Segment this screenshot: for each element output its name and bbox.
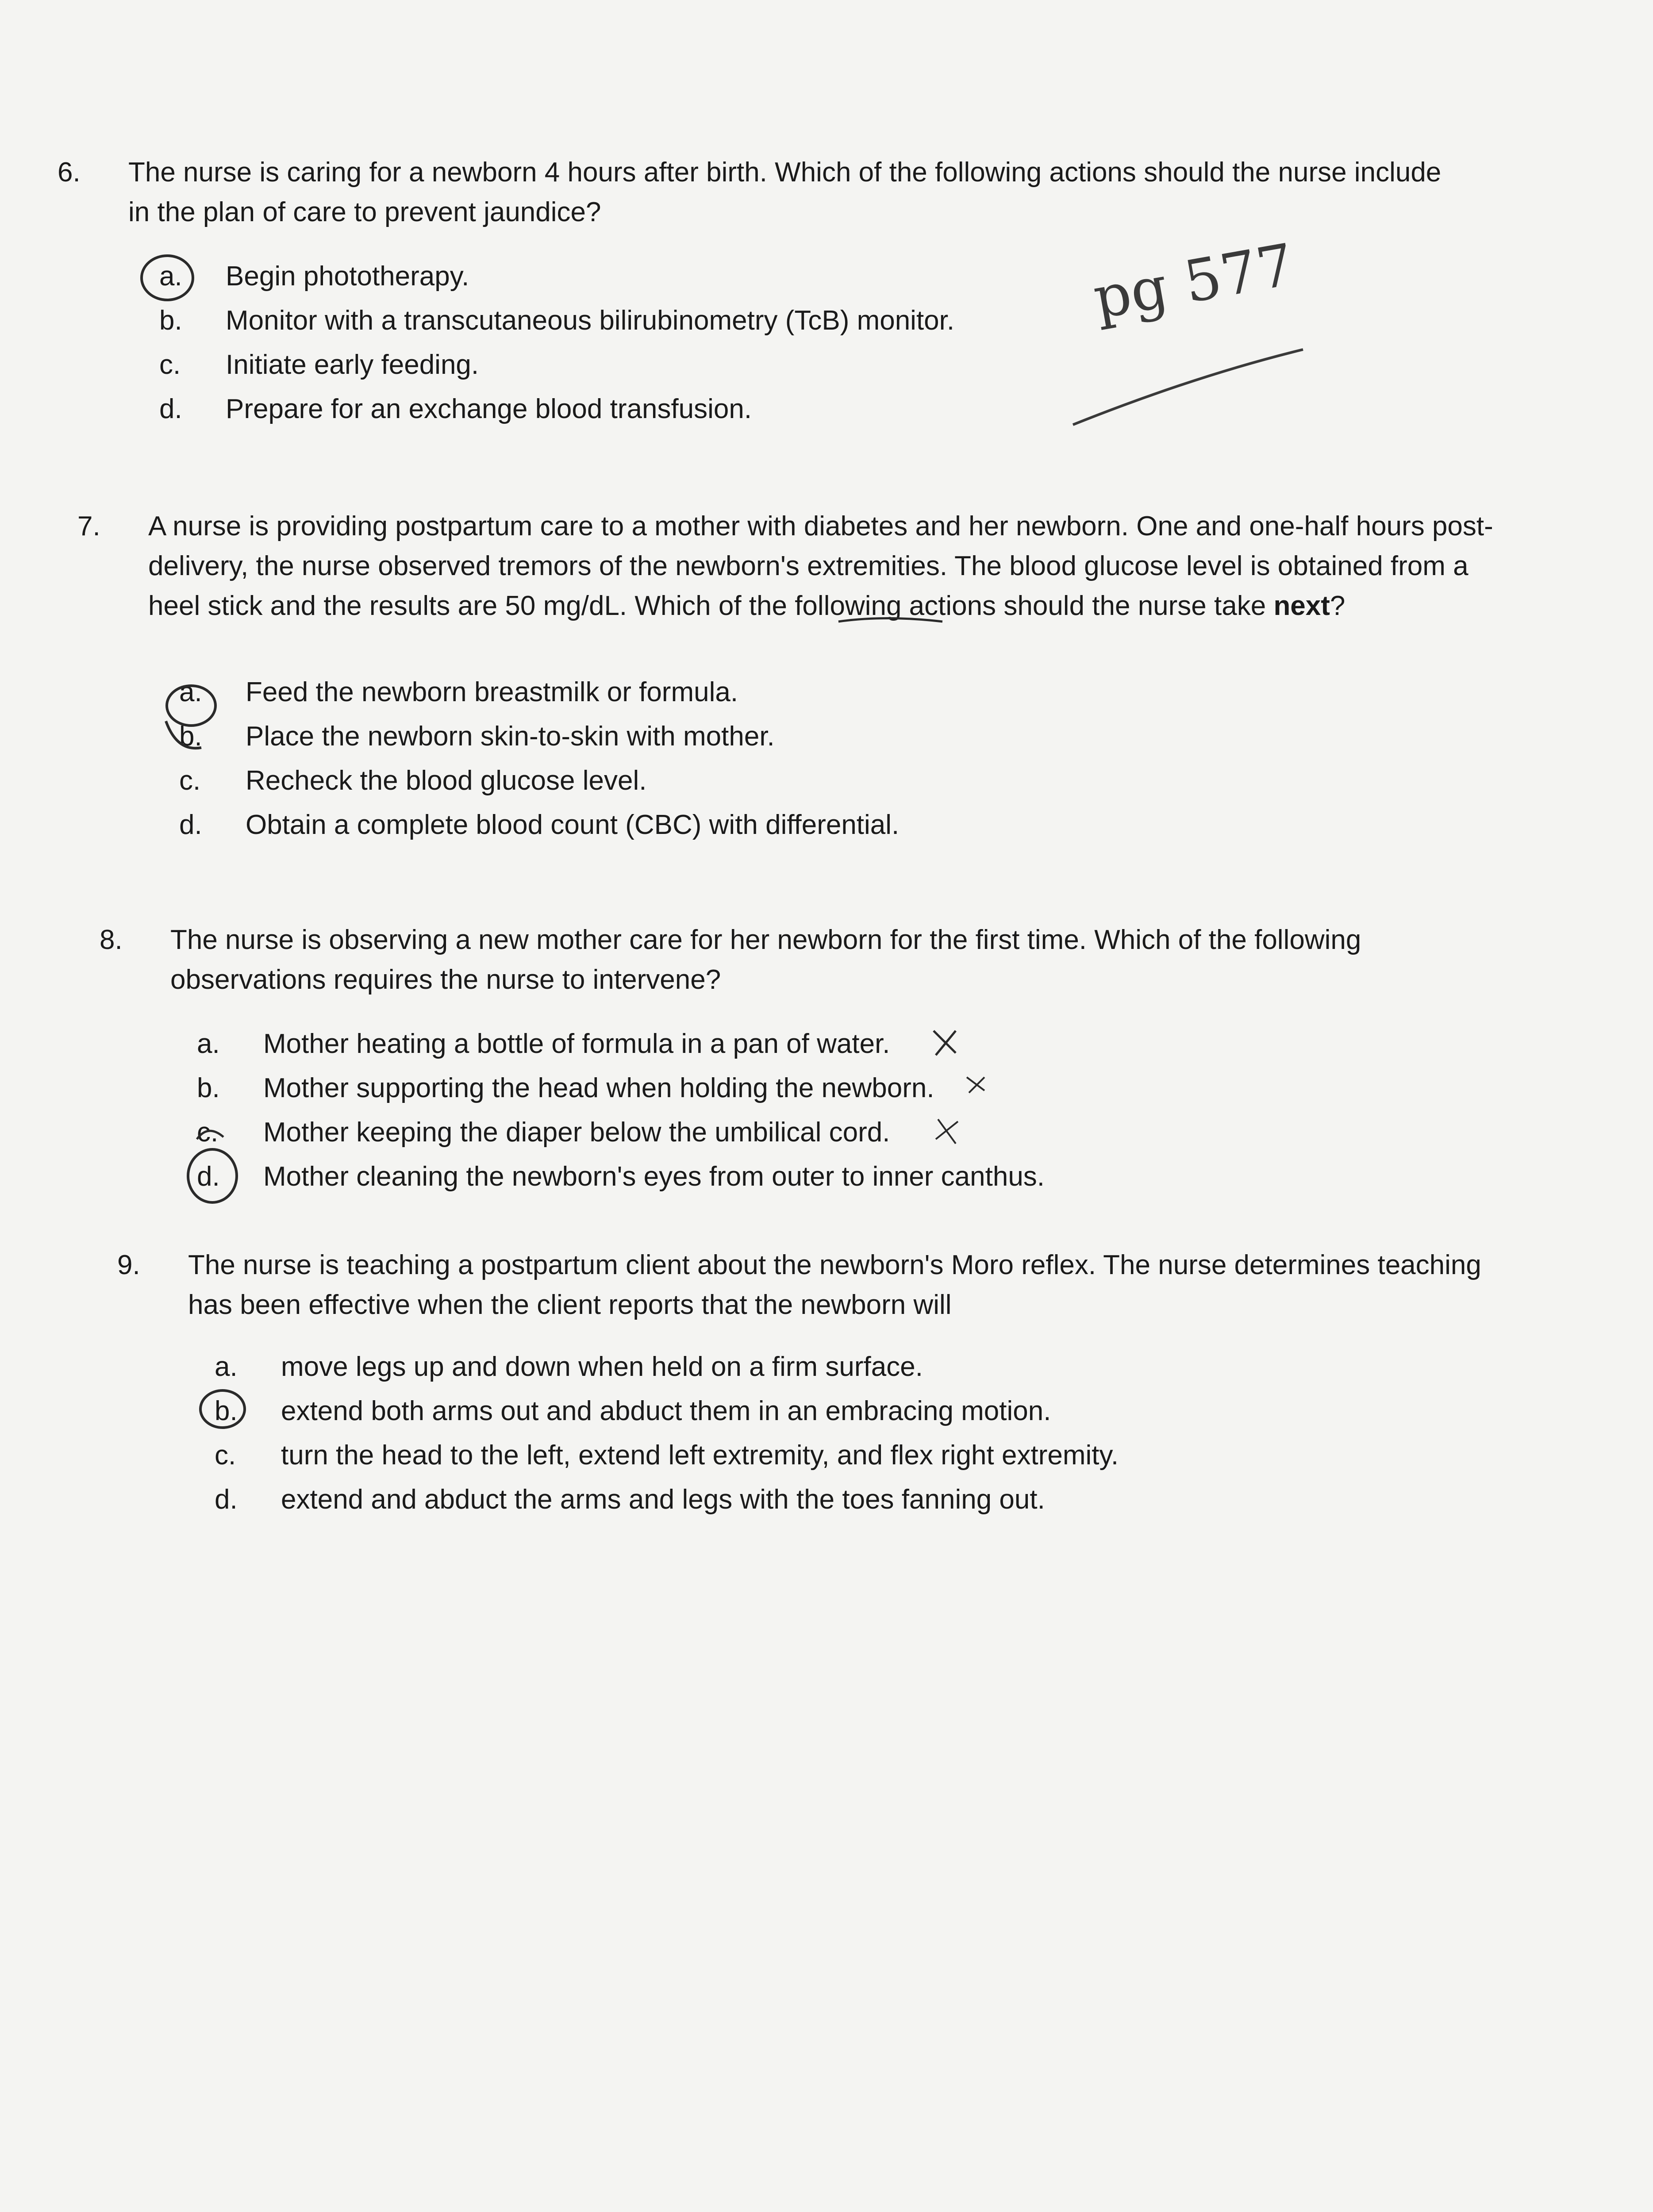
option-text: Obtain a complete blood count (CBC) with differential. (246, 810, 900, 840)
question-number: 7. (77, 511, 100, 541)
cross-mark-icon (936, 1119, 958, 1144)
option-text: Mother heating a bottle of formula in a pan of water. (263, 1029, 890, 1059)
handwritten-page-note: pg 577 (1088, 230, 1299, 332)
option-letter: b. (215, 1396, 238, 1426)
question-stem: The nurse is teaching a postpartum client about the newborn's Moro reflex. The nurse determines teaching has been effective when the client reports that the newborn will (188, 1250, 1481, 1320)
option-text: Initiate early feeding. (226, 349, 479, 380)
option-letter: b. (159, 305, 182, 336)
option-letter: c. (179, 765, 201, 796)
option-letter: a. (197, 1029, 220, 1059)
option-letter: c. (215, 1440, 236, 1471)
option-text: Feed the newborn breastmilk or formula. (246, 677, 738, 707)
option-text: Mother cleaning the newborn's eyes from outer to inner canthus. (263, 1161, 1045, 1192)
selected-answer-circle (142, 256, 193, 300)
stem-text: A nurse is providing postpartum care to a mother with diabetes and her newborn. One and one-half hours post-delivery, the nurse observed tremors of the newborn's extremities. The blood glucose level is obtained from a heel stick and the results are 50 mg/dL. Which of the following actions should the nurse take (148, 511, 1493, 621)
question-number: 8. (100, 925, 123, 955)
option-letter: d. (215, 1484, 238, 1515)
option-text: Prepare for an exchange blood transfusion. (226, 394, 752, 424)
page-note-underline (1073, 349, 1303, 425)
question-stem: The nurse is caring for a newborn 4 hours after birth. Which of the following actions should the nurse include in the plan of care to prevent jaundice? (128, 157, 1442, 227)
option-text: Begin phototherapy. (226, 261, 469, 292)
stem-text-end: ? (1330, 591, 1345, 621)
option-text: Monitor with a transcutaneous bilirubinometry (TcB) monitor. (226, 305, 955, 336)
option-letter: a. (179, 677, 202, 707)
selected-answer-circle (167, 686, 215, 726)
option-letter: b. (179, 721, 202, 752)
option-letter: d. (179, 810, 202, 840)
option-letter: a. (159, 261, 182, 292)
selected-answer-circle (200, 1390, 245, 1428)
option-letter: c. (197, 1117, 219, 1148)
selected-answer-circle (197, 1131, 223, 1139)
value-underline (838, 618, 942, 622)
question-number: 6. (58, 157, 81, 188)
cross-mark-icon (934, 1031, 956, 1055)
option-letter: d. (197, 1161, 220, 1192)
option-letter: b. (197, 1073, 220, 1103)
option-text: turn the head to the left, extend left extremity, and flex right extremity. (281, 1440, 1119, 1471)
option-letter: c. (159, 349, 181, 380)
question-number: 9. (117, 1250, 140, 1280)
option-text: move legs up and down when held on a firm surface. (281, 1352, 923, 1382)
option-text: Place the newborn skin-to-skin with mother. (246, 721, 775, 752)
stem-emphasis: next (1273, 591, 1330, 621)
option-text: extend and abduct the arms and legs with the toes fanning out. (281, 1484, 1045, 1515)
question-stem: The nurse is observing a new mother care for her newborn for the first time. Which of the following observations requires the nurse to intervene? (170, 925, 1361, 995)
option-letter: a. (215, 1352, 238, 1382)
option-text: Mother keeping the diaper below the umbilical cord. (263, 1117, 890, 1148)
option-text: extend both arms out and abduct them in an embracing motion. (281, 1396, 1051, 1426)
cross-mark-icon (967, 1077, 984, 1093)
option-text: Recheck the blood glucose level. (246, 765, 647, 796)
option-letter: d. (159, 394, 182, 424)
selected-answer-circle (188, 1149, 237, 1202)
option-text: Mother supporting the head when holding the newborn. (263, 1073, 934, 1103)
